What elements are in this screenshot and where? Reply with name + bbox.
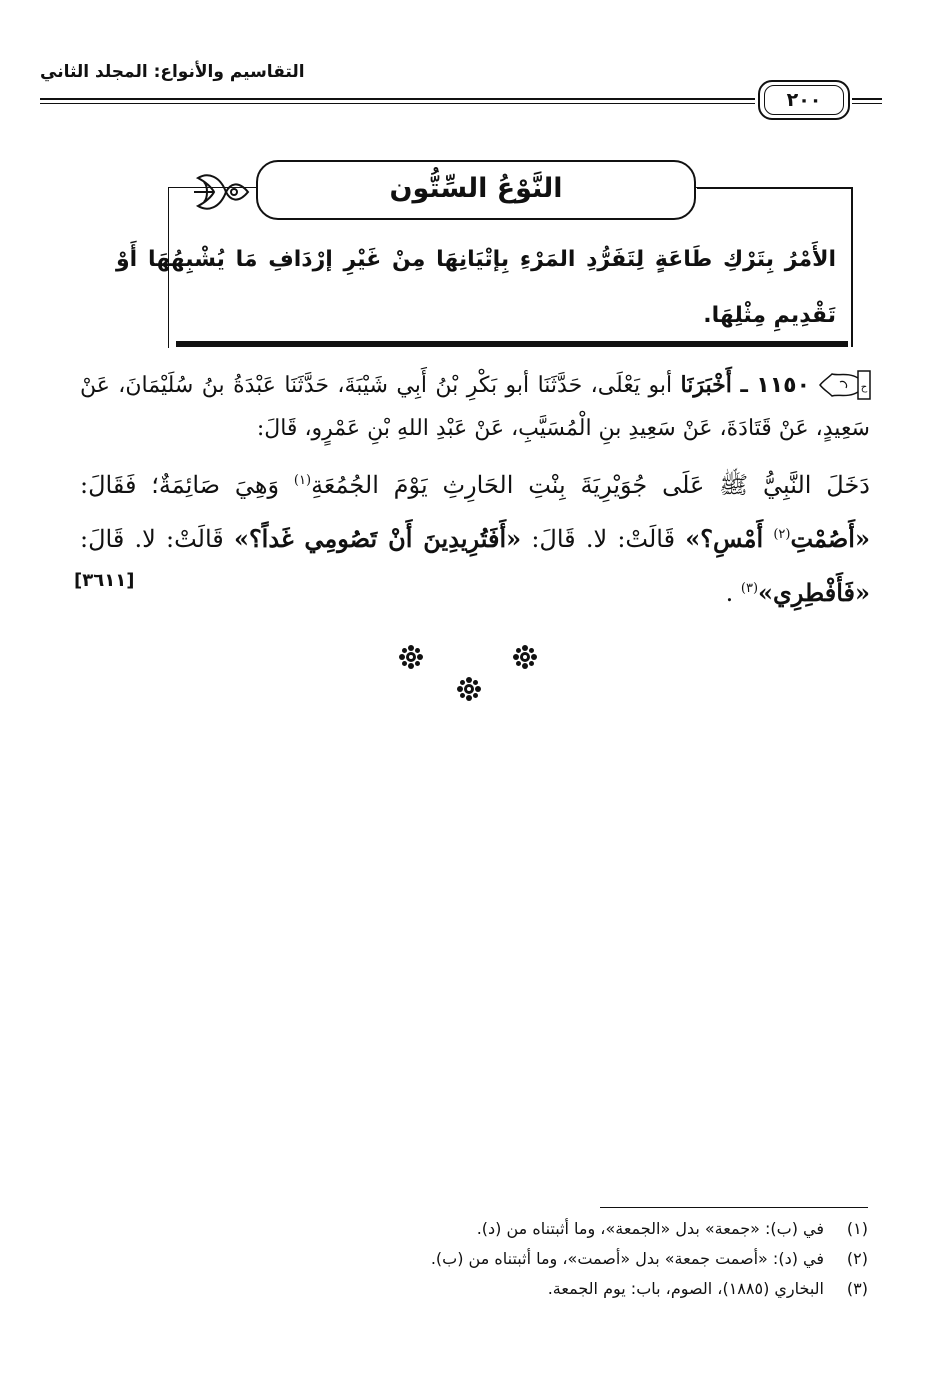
prophet-question-1a: «أَصُمْتِ — [790, 524, 870, 553]
matn-part-4: قَالَتْ: لا. قَالَ: — [80, 525, 224, 553]
isnad-text: أبو يَعْلَى، حَدَّثَنَا أبو بَكْرِ بْنُ أَبِي شَيْبَةَ، حَدَّثَنَا عَبْدَةُ بنُ سُلَيْمَانَ، عَنْ سَعِيدٍ، عَنْ قَتَادَةَ، عَنْ سَعِيدِ بنِ الْمُسَيَّبِ، عَنْ عَبْدِ اللهِ بْنِ عَمْرٍو، قَالَ: — [80, 373, 870, 441]
footnote-number: (١) — [846, 1219, 868, 1238]
floral-ornament-icon — [456, 676, 482, 702]
footnote-number: (٢) — [846, 1249, 868, 1268]
akhbarana-word: أَخْبَرَنَا — [680, 372, 732, 398]
header-rule-right-thin — [852, 103, 882, 104]
footnote-text: البخاري (١٨٨٥)، الصوم، باب: يوم الجمعة. — [547, 1279, 824, 1298]
footnote-2 — [168, 1244, 868, 1274]
hadith-dash: ـ — [740, 373, 748, 398]
matn-part-2: وَهِيَ صَائِمَةٌ؛ فَقَالَ: — [80, 471, 280, 499]
prophet-question-2: «أَفَتُرِيدِينَ أَنْ تَصُومِي غَداً؟» — [233, 524, 522, 553]
prophet-question-1b: أَمْسِ؟» — [685, 524, 764, 553]
header-rule-right — [852, 98, 882, 100]
prophet-command: «فَأَفْطِرِي» — [758, 578, 870, 607]
footnote-marker-2: (٢) — [773, 527, 791, 542]
header-rule — [40, 98, 755, 100]
section-title: النَّوْعُ السِّتُّون — [256, 160, 696, 220]
svg-text:ح: ح — [860, 382, 868, 393]
footnote-text: في (د): «أصمت جمعة» بدل «أصمت»، وما أثبتناه من (ب). — [430, 1249, 824, 1268]
matn-part-3: قَالَتْ: لا. قَالَ: — [531, 525, 676, 553]
footnote-marker-3: (٣) — [740, 581, 759, 596]
title-ornament-icon — [190, 162, 252, 222]
footnote-number: (٣) — [846, 1279, 868, 1298]
footnote-1 — [168, 1214, 868, 1244]
page-number: ٢٠٠ — [764, 85, 844, 115]
floral-ornament-icon — [398, 644, 424, 670]
footnote-separator — [600, 1207, 868, 1208]
section-subtitle: الأَمْرُ بِتَرْكِ طَاعَةٍ لِتَفَرُّدِ المَرْءِ بِإتْيَانِهَا مِنْ غَيْرِ إرْدَافِ مَا يُشْبِهُهَا أَوْ تَقْدِيمِ مِثْلِهَا. — [116, 247, 836, 328]
hadith-matn — [80, 458, 870, 620]
hadith-number: ١١٥٠ — [756, 373, 810, 398]
hadith-reference: [٣٦١١] — [74, 570, 135, 591]
matn-end: . — [725, 579, 734, 607]
section-frame-right-edge — [851, 187, 853, 347]
hadith-isnad — [80, 364, 870, 450]
footnote-text: في (ب): «جمعة» بدل «الجمعة»، وما أثبتناه من (د). — [476, 1219, 824, 1238]
header-rule-thin — [40, 103, 755, 104]
footnote-marker-1: (١) — [293, 473, 312, 488]
footnotes — [168, 1214, 868, 1304]
matn-part-1: دَخَلَ النَّبِيُّ ﷺ عَلَى جُوَيْرِيَةَ بِنْتِ الحَارِثِ يَوْمَ الجُمُعَةِ — [311, 471, 870, 499]
floral-ornament-icon — [512, 644, 538, 670]
footnote-3 — [168, 1274, 868, 1304]
section-frame-top-edge — [697, 187, 852, 189]
running-title: التقاسيم والأنواع: المجلد الثاني — [40, 62, 305, 82]
section-divider — [176, 341, 848, 347]
